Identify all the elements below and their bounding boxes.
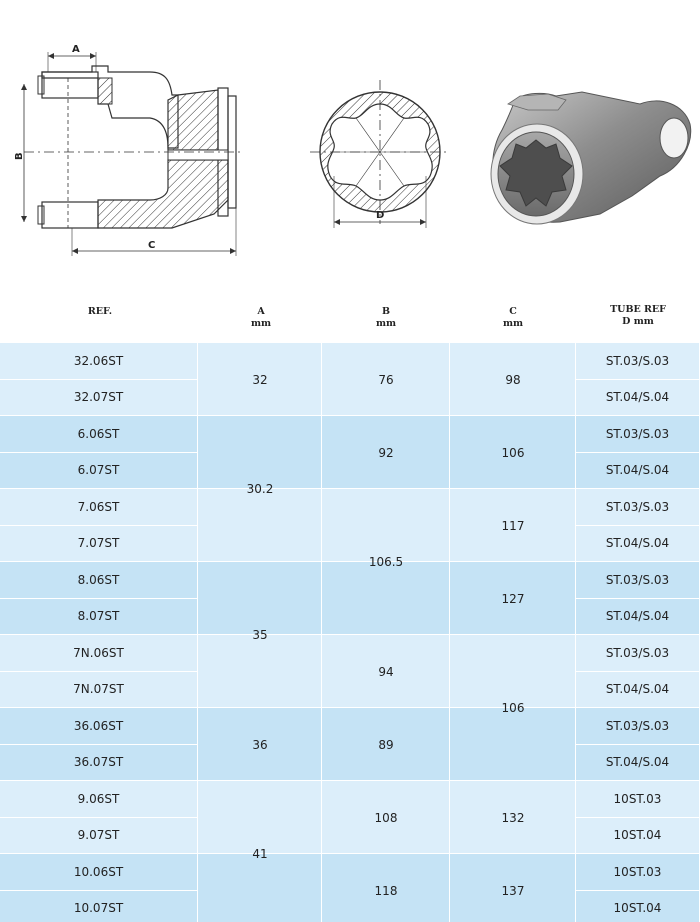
header-ref <box>0 300 200 342</box>
dimension-label-b: B <box>14 152 25 160</box>
technical-drawings <box>0 0 700 290</box>
table-cell-ref: 7.06ST <box>0 489 198 526</box>
table-cell-c-value: 132 <box>501 810 525 825</box>
table-cell-b-value: 76 <box>378 372 394 387</box>
table-cell-ref: 8.06ST <box>0 562 198 599</box>
table-cell-tube-ref: 10ST.04 <box>576 891 700 922</box>
table-cell-b-bg <box>322 562 450 635</box>
table-cell-tube-ref: ST.04/S.04 <box>576 599 700 636</box>
table-cell-tube-ref: ST.03/S.03 <box>576 416 700 453</box>
header-a-label: A <box>257 306 265 317</box>
dimension-label-d: D <box>376 210 385 221</box>
table-cell-c-value: 106 <box>501 701 525 715</box>
header-b-unit: mm <box>375 318 397 329</box>
yoke-product-photo <box>491 92 691 224</box>
header-tube-ref <box>576 300 700 342</box>
table-cell-a-bg <box>198 854 322 922</box>
table-cell-tube-ref: ST.03/S.03 <box>576 635 700 672</box>
table-cell-b-value: 106.5 <box>368 555 404 569</box>
table-cell-b-value: 108 <box>374 810 398 825</box>
dimension-label-a: A <box>72 44 80 55</box>
table-cell-ref: 36.07ST <box>0 745 198 782</box>
table-cell-a-bg <box>198 489 322 562</box>
header-a <box>200 300 322 342</box>
table-cell-ref: 7.07ST <box>0 526 198 563</box>
table-cell-a-value: 32 <box>252 372 268 387</box>
table-cell-tube-ref: ST.04/S.04 <box>576 453 700 490</box>
table-cell-a-value: 30.2 <box>246 482 274 496</box>
table-cell-c-bg <box>450 708 576 781</box>
table-cell-ref: 9.07ST <box>0 818 198 855</box>
table-cell-tube-ref: 10ST.03 <box>576 854 700 891</box>
table-cell-a-bg <box>198 635 322 708</box>
table-cell-a-value: 35 <box>252 628 268 642</box>
header-c-unit: mm <box>502 318 524 329</box>
dimension-label-c: C <box>148 240 156 251</box>
table-cell-tube-ref: ST.03/S.03 <box>576 708 700 745</box>
table-cell-ref: 8.07ST <box>0 599 198 636</box>
header-b <box>322 300 450 342</box>
table-cell-ref: 9.06ST <box>0 781 198 818</box>
table-cell-b-value: 118 <box>374 883 398 898</box>
table-cell-ref: 6.07ST <box>0 453 198 490</box>
table-cell-b-value: 94 <box>378 664 394 679</box>
table-cell-tube-ref: ST.04/S.04 <box>576 380 700 417</box>
table-cell-tube-ref: ST.03/S.03 <box>576 343 700 380</box>
table-cell-c-value: 106 <box>501 445 525 460</box>
table-cell-c-value: 127 <box>501 591 525 606</box>
table-cell-a-value: 41 <box>252 847 268 861</box>
header-c-label: C <box>509 306 517 317</box>
table-cell-c-value: 137 <box>501 883 525 898</box>
header-tube-label: TUBE REF <box>610 304 666 315</box>
table-cell-ref: 32.07ST <box>0 380 198 417</box>
drawing-canvas <box>0 0 700 290</box>
table-cell-ref: 10.06ST <box>0 854 198 891</box>
table-cell-tube-ref: ST.04/S.04 <box>576 745 700 782</box>
table-cell-b-value: 89 <box>378 737 394 752</box>
table-cell-ref: 6.06ST <box>0 416 198 453</box>
header-b-label: B <box>381 306 391 317</box>
table-cell-a-value: 36 <box>252 737 268 752</box>
yoke-side-section-drawing <box>21 52 242 256</box>
table-cell-tube-ref: ST.03/S.03 <box>576 489 700 526</box>
table-cell-c-value: 117 <box>501 518 525 533</box>
table-cell-ref: 10.07ST <box>0 891 198 922</box>
table-cell-tube-ref: ST.03/S.03 <box>576 562 700 599</box>
header-tube-unit: D mm <box>622 316 654 327</box>
table-cell-ref: 36.06ST <box>0 708 198 745</box>
table-cell-ref: 32.06ST <box>0 343 198 380</box>
table-cell-tube-ref: ST.04/S.04 <box>576 672 700 709</box>
spline-bore-section-drawing <box>310 80 450 228</box>
table-cell-b-value: 92 <box>378 445 394 460</box>
header-c <box>450 300 576 342</box>
table-cell-tube-ref: 10ST.03 <box>576 781 700 818</box>
table-cell-ref: 7N.06ST <box>0 635 198 672</box>
table-cell-c-value: 98 <box>505 372 521 387</box>
table-cell-tube-ref: 10ST.04 <box>576 818 700 855</box>
header-ref-label: REF. <box>87 306 113 317</box>
header-a-unit: mm <box>250 318 272 329</box>
table-cell-tube-ref: ST.04/S.04 <box>576 526 700 563</box>
table-cell-ref: 7N.07ST <box>0 672 198 709</box>
